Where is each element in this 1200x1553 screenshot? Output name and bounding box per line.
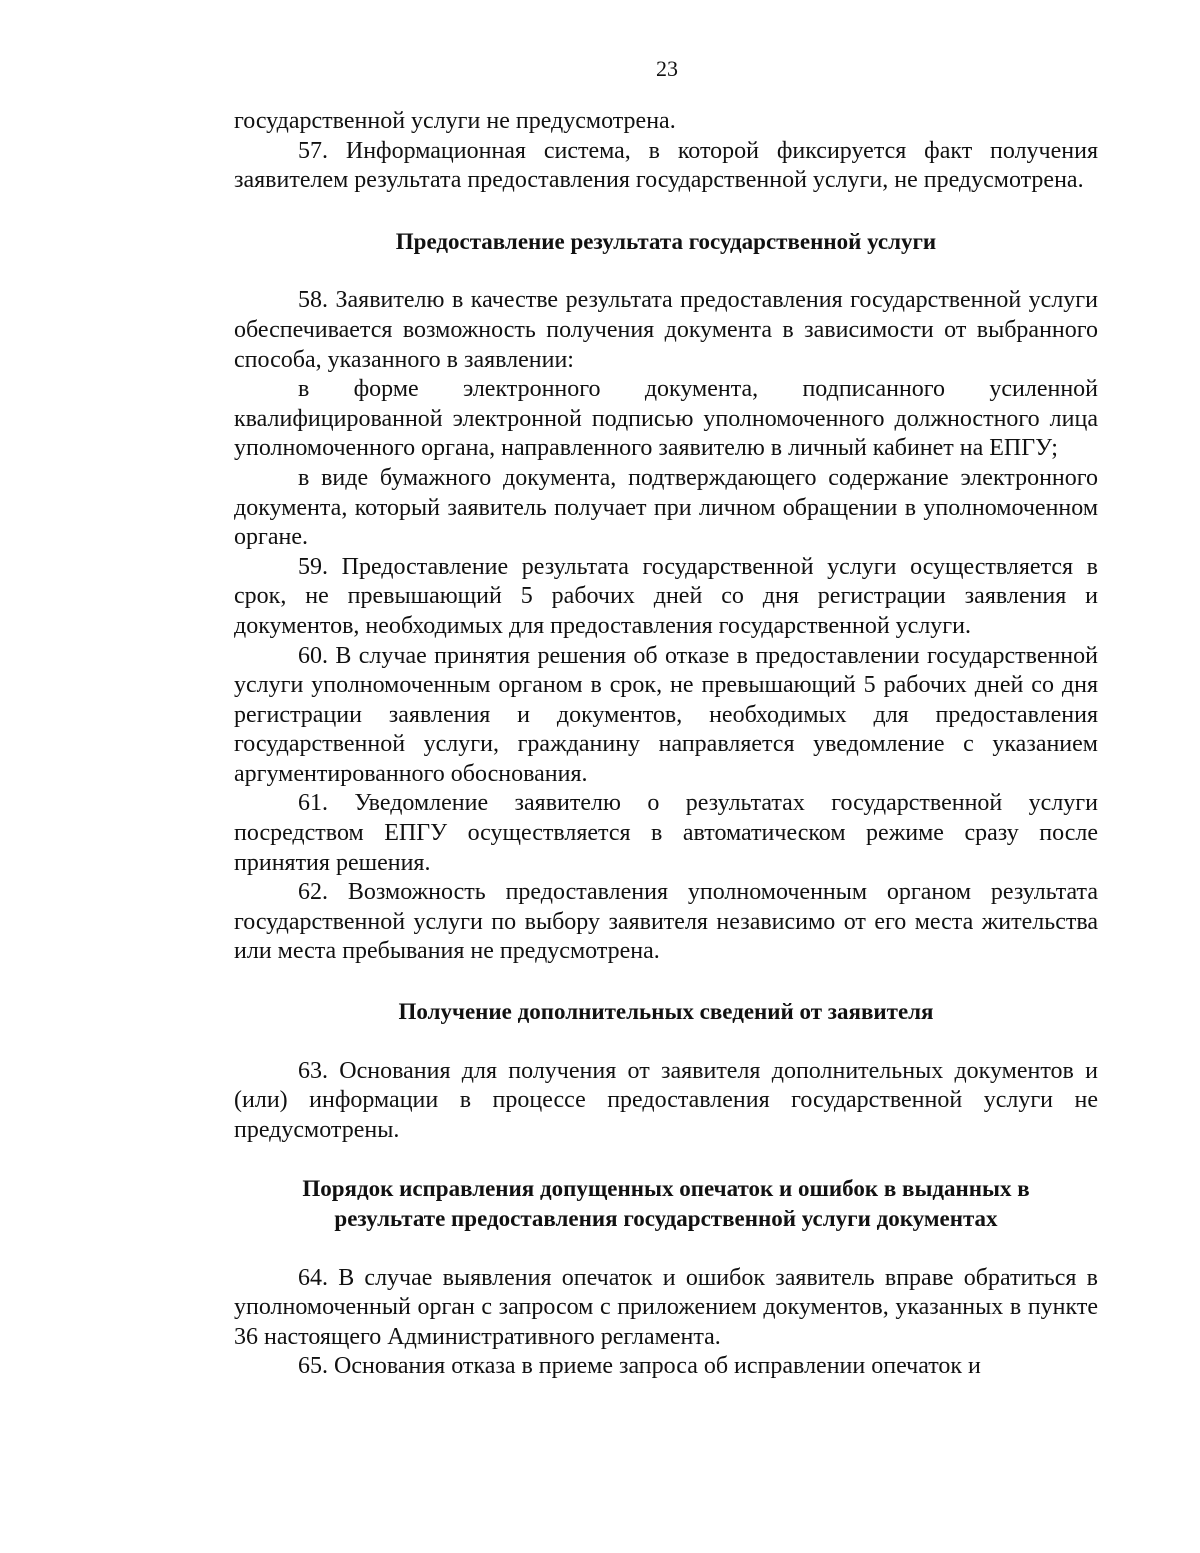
paragraph: 61. Уведомление заявителю о результатах государственной услуги посредством ЕПГУ осуществляется в автоматическом режиме сразу после принятия решения. — [234, 790, 1098, 876]
paragraph: 65. Основания отказа в приеме запроса об исправлении опечаток и — [298, 1353, 981, 1380]
section-heading: Получение дополнительных сведений от заявителя — [398, 999, 934, 1025]
section-heading — [234, 1174, 1098, 1233]
paragraph: 60. В случае принятия решения об отказе в предоставлении государственной услуги уполномоченным органом в срок, не превышающий 5 рабочих дней со дня регистрации заявления и документов, необходимых для предоставления государственной услуги, гражданину направляется уведомление с указанием аргументированного обоснования. — [234, 642, 1098, 787]
paragraph: в виде бумажного документа, подтверждающего содержание электронного документа, который заявитель получает при личном обращении в уполномоченном органе. — [234, 464, 1098, 551]
paragraph: государственной услуги не предусмотрена. — [234, 108, 676, 134]
paragraph: 58. Заявителю в качестве результата предоставления государственной услуги обеспечивается возможность получения документа в зависимости от выбранного способа, указанного в заявлении: — [234, 287, 1098, 373]
paragraph: 62. Возможность предоставления уполномоченным органом результата государственной услуги по выбору заявителя независимо от его места жительства или места пребывания не предусмотрена. — [234, 879, 1098, 965]
page-number: 23 — [656, 56, 678, 81]
section-heading: Предоставление результата государственной услуги — [395, 228, 937, 254]
section-heading-line: результате предоставления государственной услуги документах — [334, 1206, 998, 1231]
paragraph: 57. Информационная система, в которой фиксируется факт получения заявителем результата предоставления государственной услуги, не предусмотрена. — [234, 137, 1098, 194]
paragraph: 59. Предоставление результата государственной услуги осуществляется в срок, не превышающий 5 рабочих дней со дня регистрации заявления и документов, необходимых для предоставления государственной услуги. — [234, 553, 1098, 639]
section-heading-line: Порядок исправления допущенных опечаток и ошибок в выданных в — [302, 1176, 1030, 1202]
paragraph: 63. Основания для получения от заявителя дополнительных документов и (или) информации в процессе предоставления государственной услуги не предусмотрены. — [234, 1057, 1098, 1143]
paragraph: в форме электронного документа, подписанного усиленной квалифицированной электронной подписью уполномоченного должностного лица уполномоченного органа, направленного заявителю в личный кабинет на ЕПГУ; — [234, 376, 1098, 462]
document-body — [234, 107, 1098, 1382]
paragraph: 64. В случае выявления опечаток и ошибок заявитель вправе обратиться в уполномоченный орган с запросом с приложением документов, указанных в пункте 36 настоящего Административного регламента. — [234, 1264, 1098, 1350]
